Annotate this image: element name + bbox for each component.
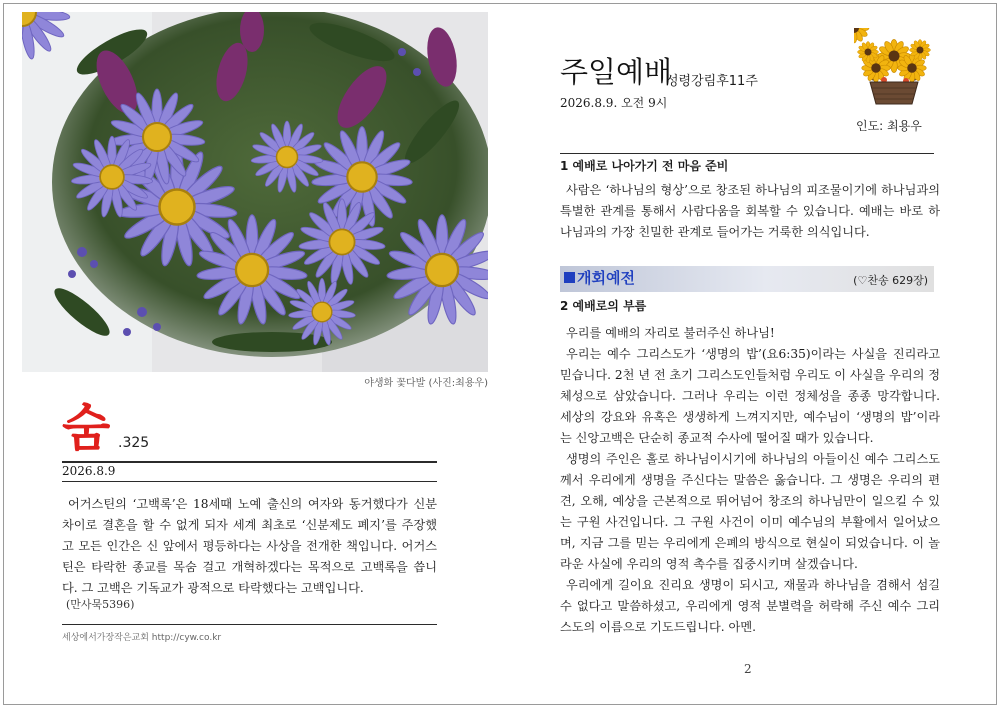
liturgical-week: 성령강림후11주 <box>666 74 758 89</box>
section2-paragraph: 우리는 예수 그리스도가 ‘생명의 밥’(요6:35)이라는 사실을 진리라고 믿습니다. 2천 년 전 초기 그리스도인들처럼 우리도 이 사실을 우리의 정체성으로 삼았습니다. 그러나 우리는 이런 정체성을 종종 망각합니다. 세상의 강요와 유혹은 생생하게 느껴지지만, 예수님이 ‘생명의 밥’이라는 신앙고백은 단순히 종교적 수사에 떨어질 때가 있습니다. <box>560 347 941 445</box>
section2-heading: 2 예배로의 부름 <box>560 299 647 313</box>
sunflower-basket-icon <box>854 28 934 108</box>
masthead-word: 숨 <box>62 399 109 457</box>
issue-date: 2026.8.9 <box>62 464 116 478</box>
masthead-rule <box>62 461 437 463</box>
site-footer: 세상에서가장작은교회 http://cyw.co.kr <box>62 633 222 643</box>
section2-paragraph: 우리에게 길이요 진리요 생명이 되시고, 재물과 하나님을 겸해서 섬길 수 없다고 말씀하셨고, 우리에게 영적 분별력을 허락해 주신 예수 그리스도의 이름으로 기도드립니다. 아멘. <box>560 578 940 634</box>
section1-text <box>560 180 940 243</box>
service-leader: 인도: 최용우 <box>856 119 922 133</box>
essay-reference: (만사묵5396) <box>66 598 135 611</box>
essay-text <box>62 494 437 599</box>
page-number: 2 <box>744 662 752 676</box>
flower-bouquet-photo <box>22 12 488 372</box>
section2-paragraph: 우리를 예배의 자리로 불러주신 하나님! <box>566 326 775 340</box>
service-date: 2026.8.9. 오전 9시 <box>560 96 668 110</box>
square-bullet-icon <box>564 272 575 283</box>
section2-paragraph: 생명의 주인은 홀로 하나님이시기에 하나님의 아들이신 예수 그리스도께서 우리에게 생명을 주신다는 말씀은 옳습니다. 그 생명은 우리의 편견, 오해, 예상을 근본적으로 뛰어넘어 창조의 하나님만이 일으킬 수 있는 구원 사건입니다. 그 구원 사건이 이미 예수님의 부활에서 일어났으며, 지금 그를 믿는 우리에게 은폐의 방식으로 현실이 되었습니다. 이 놀라운 사실에 우리의 영적 촉수를 집중시키며 살겠습니다. <box>560 452 940 571</box>
date-rule <box>62 481 437 482</box>
bar-title <box>564 267 635 288</box>
photo-caption: 야생화 꽃다발 (사진:최용우) <box>364 378 488 389</box>
section2-text <box>560 323 940 638</box>
masthead-number: .325 <box>118 435 150 451</box>
service-title: 주일예배 <box>560 55 673 89</box>
header-rule <box>560 153 934 154</box>
section1-paragraph: 사람은 ‘하나님의 형상’으로 창조된 하나님의 피조물이기에 하나님과의 특별한 관계를 통해서 사람다움을 회복할 수 있습니다. 예배는 바로 하나님과의 가장 친밀한 관계로 들어가는 거룩한 의식입니다. <box>560 183 940 239</box>
hymn-number: (♡찬송 629장) <box>853 274 928 287</box>
footer-rule <box>62 624 437 625</box>
section-bar <box>560 266 934 292</box>
section1-heading: 1 예배로 나아가기 전 마음 준비 <box>560 159 729 173</box>
bar-title-text: 개회예전 <box>577 269 635 287</box>
essay-paragraph: 어거스틴의 ‘고백록’은 18세때 노예 출신의 여자와 동거했다가 신분 차이로 결혼을 할 수 없게 되자 세계 최초로 ‘신분제도 폐지’를 주장했고 모든 인간은 신 앞에서 평등하다는 사상을 전개한 책입니다. 어거스틴은 타락한 종교를 목숨 걸고 개혁하겠다는 목적으로 고백록을 씁니다. 그 고백은 기독교가 광적으로 타락했다는 고백입니다. <box>62 497 437 595</box>
